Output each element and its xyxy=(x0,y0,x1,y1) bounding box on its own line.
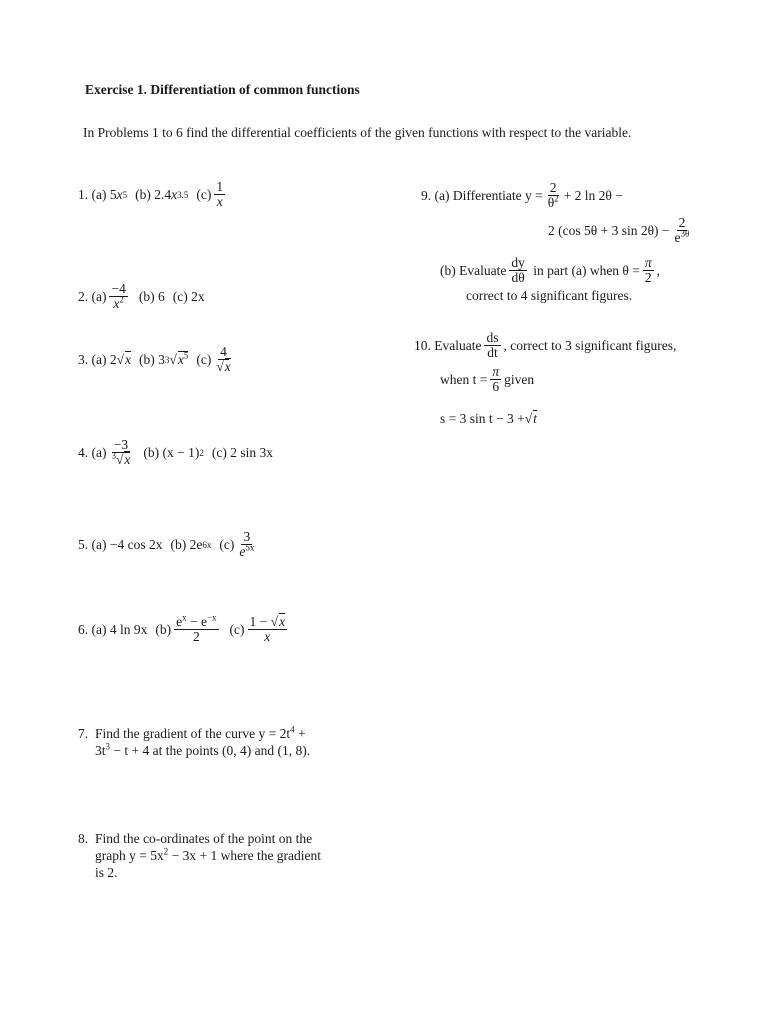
page-title: Exercise 1. Differentiation of common functions xyxy=(85,82,360,97)
problem-5: 5. (a) −4 cos 2x (b) 2e 6x (c) $\frac{3}{e^{5x}}$ xyxy=(78,529,255,560)
part-c: (c) xyxy=(229,621,245,637)
problem-2 xyxy=(78,282,205,311)
part-b: (b) 3 xyxy=(139,351,165,367)
part-a: (a) xyxy=(91,444,107,460)
problem-number: 5. xyxy=(78,536,89,552)
problem-4: 4. (a) $\frac{-3}{^3√x}$ (b) (x − 1) 2 (c) 2 sin 3x xyxy=(78,437,274,468)
problem-number: 8. xyxy=(78,831,89,846)
problem-9: 9. (a) Differentiate y = $\frac{2}{\theta^2}$ + 2 ln 2θ − xyxy=(421,180,623,211)
fraction: $\frac{e^x - e^{-x}}{2}$ xyxy=(176,612,217,645)
problem-number: 10. xyxy=(414,337,431,353)
problem-10-line-2: when t = $\frac{\pi}{6}$ given xyxy=(440,364,535,395)
fraction: $\frac{dy}{d\theta}$ xyxy=(511,255,525,286)
problem-number: 9. xyxy=(421,187,432,203)
problem-9-part-b: (b) Evaluate $\frac{dy}{d\theta}$ in part (a) when θ = $\frac{\pi}{2}$ , xyxy=(440,255,661,286)
part-b: (b) 6 xyxy=(138,288,165,304)
intro-text: In Problems 1 to 6 find the differential coefficients of the given functions with respect to the variable. xyxy=(83,125,632,140)
problem-9-part-b-line-2: correct to 4 significant figures. xyxy=(466,288,633,303)
problem-7: 7. Find the gradient of the curve $y = 2t^4$ + $3t^3 - t + 4$ at the points (0, 4) and (1, 8). xyxy=(78,724,311,758)
problem-3: 3. (a) 2 √ x (b) 3 3 √ $x^5$ (c) $\frac{4}{√x}$ xyxy=(78,344,231,375)
part-c: (c) 2 sin 3x xyxy=(211,444,274,460)
fraction: $\frac{1}{x}$ xyxy=(216,179,224,210)
part-b: (b) (x − 1) xyxy=(143,444,200,460)
part-a: (a) 4 ln 9x xyxy=(91,621,148,637)
problem-number: 6. xyxy=(78,621,89,637)
problem-10-line-3: s = 3 sin t − 3 + √ t xyxy=(440,410,537,426)
problem-number: 2. xyxy=(78,288,89,304)
fraction: $\frac{-3}{^3√x}$ xyxy=(111,437,131,468)
problem-10: 10. Evaluate $\frac{ds}{dt}$ , correct to 3 significant figures, xyxy=(414,330,677,361)
part-c: (c) xyxy=(196,351,212,367)
fraction: $\frac{3}{e^{5x}}$ xyxy=(239,529,255,560)
part-c: (c) 2x xyxy=(172,288,205,304)
part-b: (b) 2.4 xyxy=(135,186,172,202)
part-b: (b) xyxy=(155,621,172,637)
sqrt-icon: √ xyxy=(116,351,125,367)
part-a: (a) 5 xyxy=(91,186,117,202)
problem-9-line-2: 2 (cos 5θ + 3 sin 2θ) − $\frac{2}{e^{3\theta}}$ xyxy=(548,215,690,246)
part-a: (a) −4 cos 2x xyxy=(91,536,163,552)
fraction: $\frac{2}{e^{3\theta}}$ xyxy=(674,215,690,246)
part-c: (c) xyxy=(196,186,212,202)
part-c: (c) xyxy=(219,536,235,552)
fraction: $\frac{4}{√x}$ xyxy=(216,344,231,375)
problem-number: 3. xyxy=(78,351,89,367)
problem-number: 4. xyxy=(78,444,89,460)
problem-6 xyxy=(78,612,290,645)
fraction: $\frac{2}{\theta^2}$ xyxy=(547,180,559,211)
fraction: $\frac{-4}{x^2}$ xyxy=(111,281,126,312)
fraction: $\frac{\pi}{2}$ xyxy=(644,255,652,286)
problem-number: 1. xyxy=(78,186,89,202)
part-a: (a) xyxy=(91,288,107,304)
fraction: $\frac{1 - √x}{x}$ xyxy=(249,614,286,645)
sqrt-icon: √ xyxy=(169,351,177,367)
problem-number: 7. xyxy=(78,726,89,741)
fraction: $\frac{ds}{dt}$ xyxy=(486,330,499,361)
problem-8: 8. Find the co-ordinates of the point on the graph $y = 5x^2 - 3x + 1$ where the gradient is 2. xyxy=(78,831,322,880)
fraction: $\frac{\pi}{6}$ xyxy=(492,364,500,395)
part-a: (a) 2 xyxy=(91,351,117,367)
part-b: (b) 2e xyxy=(170,536,203,552)
problem-1: 1. (a) 5 x 5 (b) 2.4 x 3.5 (c) $\frac{1}{x}$ xyxy=(78,179,224,210)
